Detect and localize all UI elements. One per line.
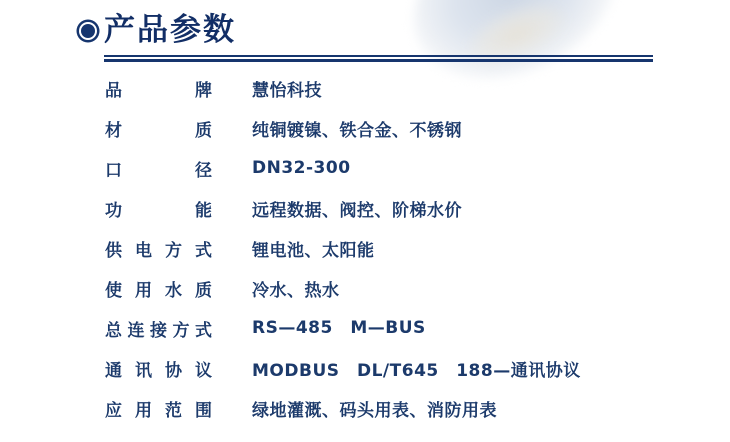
spec-row — [105, 68, 581, 108]
spec-row — [105, 188, 581, 228]
spec-value: 纯铜镀镍、铁合金、不锈钢 — [252, 120, 462, 141]
spec-value: 远程数据、阀控、阶梯水价 — [252, 200, 462, 221]
spec-label: 供电方式 — [105, 240, 212, 261]
spec-value: MODBUS DL/T645 188—通讯协议 — [252, 360, 581, 381]
spec-label: 口径 — [105, 160, 212, 181]
spec-label: 材质 — [105, 120, 212, 141]
underline-top-line — [104, 55, 653, 57]
spec-row — [105, 228, 581, 268]
spec-label: 品牌 — [105, 80, 212, 101]
spec-label: 通讯协议 — [105, 360, 212, 381]
spec-row — [105, 388, 581, 428]
spec-value: 绿地灌溉、码头用表、消防用表 — [252, 400, 497, 421]
spec-value: 锂电池、太阳能 — [252, 240, 375, 261]
underline-bottom-line — [104, 59, 653, 62]
bullseye-icon — [81, 24, 95, 38]
spec-label: 功能 — [105, 200, 212, 221]
spec-label: 应用范围 — [105, 400, 212, 421]
spec-row — [105, 348, 581, 388]
section-title: 产品参数 — [104, 12, 236, 48]
spec-row — [105, 268, 581, 308]
spec-value: 冷水、热水 — [252, 280, 340, 301]
spec-label: 总连接方式 — [105, 320, 212, 341]
spec-row — [105, 148, 581, 188]
spec-table — [105, 68, 581, 428]
title-double-underline — [104, 55, 653, 62]
spec-value: RS—485 M—BUS — [252, 318, 426, 338]
spec-row — [105, 308, 581, 348]
spec-value: DN32-300 — [252, 158, 351, 178]
spec-label: 使用水质 — [105, 280, 212, 301]
spec-row — [105, 108, 581, 148]
spec-value: 慧怡科技 — [252, 80, 322, 101]
